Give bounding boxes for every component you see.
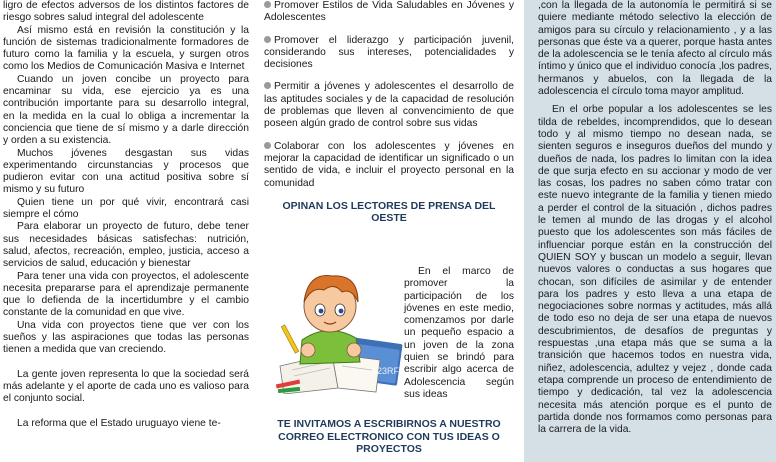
paragraph: Quien tiene un por qué vivir, encontrará casi siempre el cómo [3,196,249,221]
bullet-icon [264,36,271,43]
paragraph: La gente joven representa lo que la sociedad será más adelante y el aporte de cada uno es valioso para el conjunto social. [3,368,249,405]
paragraph: En el orbe popular a los adolescentes se les tilda de rebeldes, incomprendidos, que lo desean todo y al mismo tiempo no desean nada, se sienten seguros e inseguros dueños del mundo y dueños de nada, los padres lo limitan con la idea de que surja efecto en su accionar y modo de ver las cosas, los padres no saben cómo tratar con este nuevo integrante de la familia y tienen miedo a perder el control de la situación , dichos padres le temen al mundo de las drogas y el alcohol puesto que los adolescentes son más fáciles de influenciar porque están en la construcción del QUIEN SOY y buscan un modelo a seguir, llevan nuevos valores o conductas a sus hogares que chocan, son difíciles de asimilar y de entender para los padres y esto lleva a una etapa de negociaciones sobre normas y actitudes, más allá de todo eso no deja de ser una etapa de nuevos descubrimientos, de desafíos de preguntas y respuestas ,una etapa más que se suma a la transición que hacemos todos en nuestra vida, niñez, adolescencia, adultez y vejez , donde cada etapa comprende un proceso de entendimiento de tiempo y dedicación, tal vez la adolescencia necesita más atención porque es el punto de partida donde nos formamos como personas para la carrera de la vida. [538,104,772,436]
paragraph: Para elaborar un proyecto de futuro, debe tener sus necesidades básicas satisfechas: nutrición, salud, afectos, recreación, empleo, justicia, acceso a servicios de salud, educación y bienestar [3,221,249,270]
column-right [524,0,776,462]
paragraph: ,con la llegada de la autonomía le permitirá si se quiere mediante método selectivo la elección de amigos para su círculo y relacionamiento , y a las personas que éste va a querer, porque hasta antes de la adolescencia se le tenía afecto al círculo más íntimo y único que el individuo conocía ,los padres, hermanos y abuelos, con la llegada de la adolescencia el círculo toma mayor amplitud. [538,0,772,98]
paragraph: Así mismo está en revisión la constitución y la función de sistemas tradicionalmente formadores de futuro como la familia y la escuela, y surgen otros como los Medios de Comunicación Masiva e Internet [3,24,249,73]
boy-reading-illustration [272,262,416,394]
paragraph: ligro de efectos adversos de los distintos factores de riesgo sobres salud integral del adolescente [3,0,249,24]
paragraph: La reforma que el Estado uruguayo viene te- [17,417,221,429]
paragraph: Cuando un joven concibe un proyecto para encaminar su vida, ese ejercicio ya es una contribución importante para su desarrollo integral, en la medida en la cual lo obliga a incrementar la conciencia que tiene de sí mismo y a darle dirección y orden a su existencia. [3,73,249,147]
column-left [3,0,249,462]
column-middle [264,0,514,462]
reader-intro-text: En el marco de promover la participación de los jóvenes en este medio, comenzamos por darle un pequeño espacio a un joven de la zona quien se brindó para escribir algo acerca de Adolescencia según sus ideas [404,266,514,400]
spacer [3,406,249,418]
watermark-text: 123RF [372,366,400,376]
bullet-icon [264,142,271,149]
bullet-icon [264,1,271,8]
paragraph: Una vida con proyectos tiene que ver con los sueños y las aspiraciones que todas las personas tienen a medida que van creciendo. [3,319,249,356]
objective-item: Promover el liderazgo y participación juvenil, considerando sus intereses, potencialidades y decisiones [264,34,514,71]
objective-item: Permitir a jóvenes y adolescentes el desarrollo de las aptitudes sociales y de la capacidad de resolución de problemas que lleven al convencimiento de que poseen algún grado de control sobre sus vidas [264,81,514,130]
objective-item: Colaborar con los adolescentes y jóvenes en mejorar la capacidad de identificar un significado o un sentido de vida, e incluir el proyecto personal en la comunidad [264,140,514,189]
paragraph: Para tener una vida con proyectos, el adolescente necesita prepararse para el aprendizaje permanente que lo defienda de la incertidumbre y el cambio constante de la comunidad en que vive. [3,270,249,319]
paragraph: Muchos jóvenes desgastan sus vidas experimentando circunstancias y procesos que pudieron evitar con una actitud positiva sobre sí mismo y su futuro [3,147,249,196]
spacer [3,357,249,369]
bullet-icon [264,82,271,89]
section-heading: OPINAN LOS LECTORES DE PRENSA DEL OESTE [282,199,496,225]
call-to-action: TE INVITAMOS A ESCRIBIRNOS A NUESTRO CORREO ELECTRONICO CON TUS IDEAS O PROYECTOS [277,418,501,455]
objective-item: Promover Estilos de Vida Saludables en Jóvenes y Adolescentes [264,0,514,24]
